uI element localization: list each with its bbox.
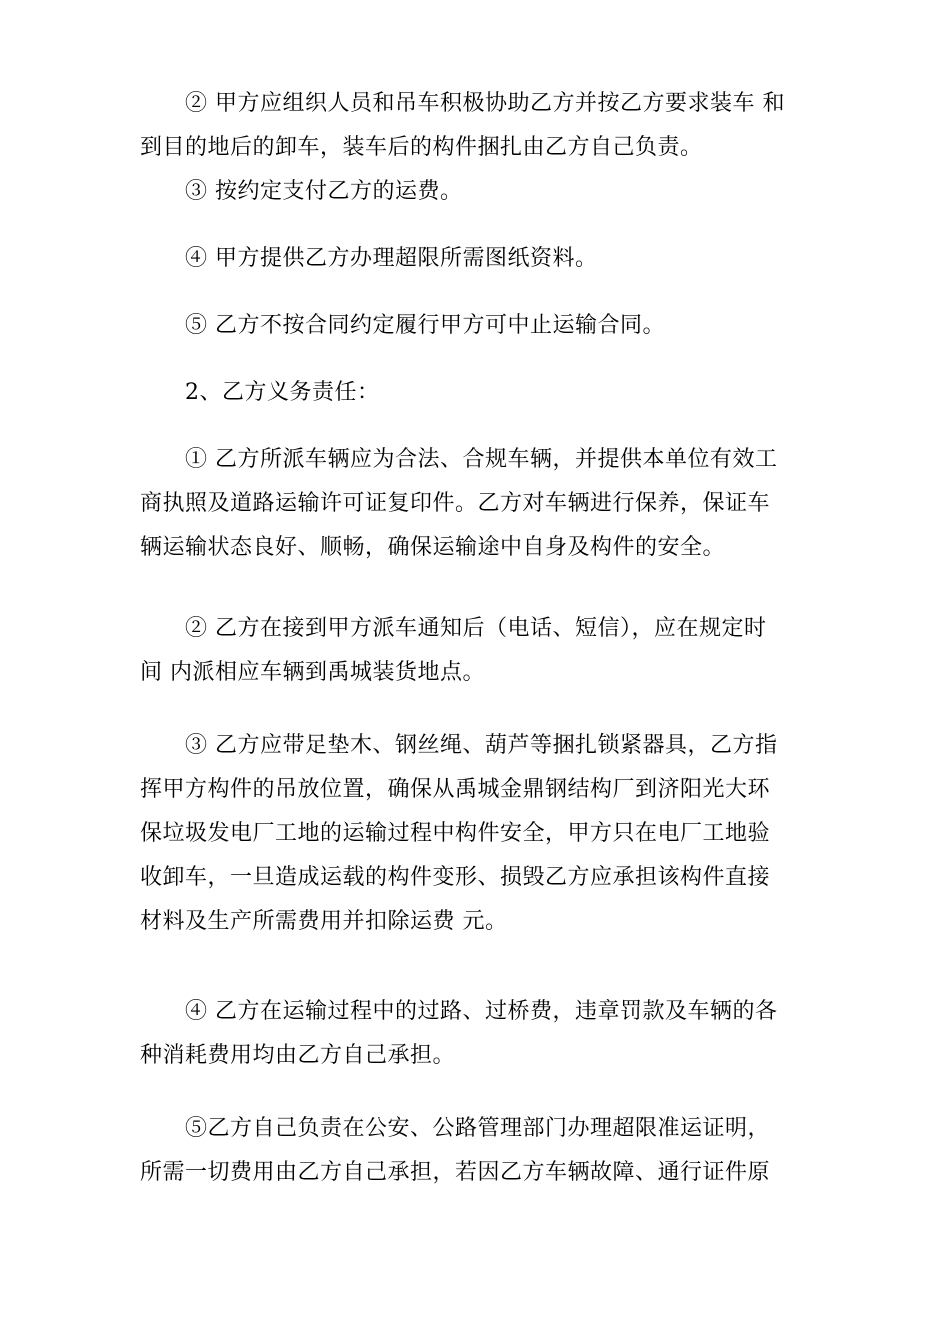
text-line: ⑤ 乙方不按合同约定履行甲方可中止运输合同。: [185, 313, 665, 338]
text-line: 种消耗费用均由乙方自己承担。: [140, 1043, 456, 1068]
text-line: ④ 甲方提供乙方办理超限所需图纸资料。: [185, 246, 598, 271]
text-line: ③ 乙方应带足垫木、钢丝绳、葫芦等捆扎锁紧器具，乙方指: [185, 733, 778, 758]
text-line: 辆运输状态良好、顺畅，确保运输途中自身及构件的安全。: [140, 535, 726, 560]
paragraph-party-a-termination: [140, 304, 820, 348]
paragraph-party-a-payment: [140, 170, 820, 214]
text-line: 挥甲方构件的吊放位置，确保从禹城金鼎钢结构厂到济阳光大环: [140, 777, 771, 802]
text-line: 保垃圾发电厂工地的运输过程中构件安全，甲方只在电厂工地验: [140, 821, 771, 846]
text-line: 2、乙方义务责任：: [185, 380, 380, 405]
text-line: 材料及生产所需费用并扣除运费 元。: [140, 909, 508, 934]
paragraph-party-b-fees: [140, 990, 820, 1078]
text-line: 到目的地后的卸车，装车后的构件捆扎由乙方自己负责。: [140, 135, 703, 160]
paragraph-party-a-drawings: [140, 237, 820, 281]
text-line: ④ 乙方在运输过程中的过路、过桥费，违章罚款及车辆的各: [185, 999, 778, 1024]
paragraph-party-a-loading: [140, 82, 820, 170]
text-line: 商执照及道路运输许可证复印件。乙方对车辆进行保养，保证车: [140, 491, 771, 516]
paragraph-party-b-equipment: [140, 724, 820, 944]
text-line: ② 乙方在接到甲方派车通知后（电话、短信），应在规定时: [185, 616, 767, 641]
text-line: ② 甲方应组织人员和吊车积极协助乙方并按乙方要求装车 和: [185, 91, 785, 116]
text-line: 所需一切费用由乙方自己承担，若因乙方车辆故障、通行证件原: [140, 1160, 771, 1185]
text-line: 收卸车，一旦造成运载的构件变形、损毁乙方应承担该构件直接: [140, 865, 771, 890]
text-line: 间 内派相应车辆到禹城装货地点。: [140, 660, 485, 685]
text-line: ③ 按约定支付乙方的运费。: [185, 179, 463, 204]
text-line: ⑤乙方自己负责在公安、公路管理部门办理超限准运证明，: [185, 1116, 771, 1141]
paragraph-party-b-permits: [140, 1107, 820, 1195]
section-heading-party-b-obligations: [140, 371, 820, 415]
paragraph-party-b-dispatch: [140, 607, 820, 695]
paragraph-party-b-vehicles: [140, 438, 820, 570]
text-line: ① 乙方所派车辆应为合法、合规车辆，并提供本单位有效工: [185, 447, 778, 472]
